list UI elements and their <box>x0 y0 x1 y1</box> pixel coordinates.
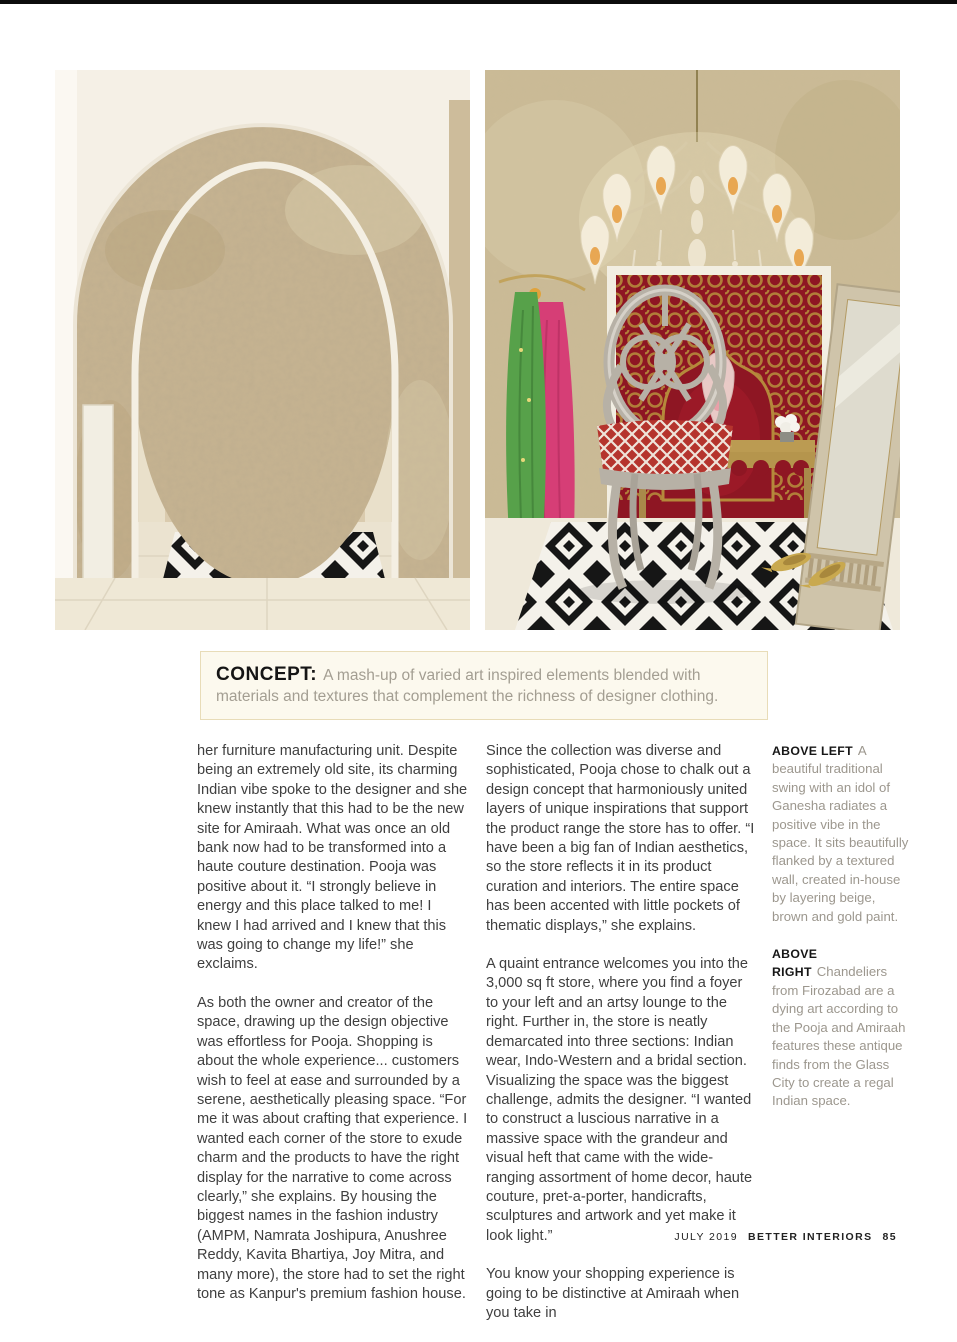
paragraph: her furniture manufacturing unit. Despite being an extremely old site, its charming Indian vibe spoke to the designer and she knew instantly that this had to be the new site for Amiraah. What was once an old bank now had to be transformed into a haute couture destination. Pooja was positive about it. “I strongly believe in energy and this place talked to me! I knew I had arrived and I knew that this was going to change my life!” she exclaims. <box>197 743 468 973</box>
paragraph: Since the collection was diverse and sophisticated, Pooja chose to chalk out a design concept that harmoniously united layers of unique inspirations that support the product range the store has to offer. “I have been a big fan of Indian aesthetics, so the store reflects it in its product curation and interiors. The entire space has been accented with little pockets of thematic displays,” she explains. <box>486 743 755 934</box>
page-footer <box>674 1231 897 1243</box>
caption-text: Chandeliers from Firozabad are a dying art according to the Pooja and Amiraah features these antique finds from the Glass City to create a regal Indian space. <box>772 964 906 1109</box>
caption-text: A beautiful traditional swing with an idol of Ganesha radiates a positive vibe in the space. It sits beautifully flanked by a textured wall, created in-house by layering beige, brown and gold paint. <box>772 743 909 924</box>
footer-page-number: 85 <box>882 1231 897 1243</box>
entrance-foyer-photo <box>55 70 470 630</box>
caption-above-right <box>772 945 909 1111</box>
paragraph: You know your shopping experience is going to be distinctive at Amiraah when you take in <box>486 1266 740 1321</box>
paragraph: A quaint entrance welcomes you into the 3,000 sq ft store, where you find a foyer to your left and an artsy lounge to the right. Further in, the store is neatly demarcated into three sections: Indian wear, Indo-Western and a bridal section. Visualizing the space was the biggest challenge, admits the designer. “I wanted to construct a luscious narrative in a massive space with the grandeur and visual heft that came with the wide-ranging assortment of home decor, haute couture, pret-a-porter, handicrafts, sculptures and artwork and yet make it look light.” <box>486 956 753 1244</box>
page-edge-bar <box>0 0 957 4</box>
artsy-lounge-photo <box>485 70 900 630</box>
caption-column <box>772 742 909 1130</box>
paragraph: As both the owner and creator of the space, drawing up the design objective was effortless for Pooja. Shopping is about the whole experience... customers wish to feel at ease and surrounded by a serene, aesthetically pleasing space. “For me it was about crafting that experience. I wanted each corner of the store to exude charm and the products to have the right display for the narrative to come across clearly,” she explains. By housing the biggest names in the fashion industry (AMPM, Namrata Joshipura, Anushree Reddy, Kavita Bhartiya, Joy Mitra, and many more), the store had to set the right tone as Kanpur's premium fashion house. <box>197 994 468 1302</box>
caption-label: ABOVE RIGHT <box>772 947 818 980</box>
concept-label: CONCEPT: <box>216 664 318 685</box>
caption-above-left <box>772 742 909 926</box>
caption-label: ABOVE LEFT <box>772 744 853 758</box>
footer-issue: JULY 2019 <box>674 1231 739 1243</box>
foyer-illustration <box>55 70 470 630</box>
lounge-illustration <box>485 70 900 630</box>
footer-magazine-name: BETTER INTERIORS <box>748 1231 873 1243</box>
concept-text: A mash-up of varied art inspired elements blended with materials and textures that complement the richness of designer clothing. <box>216 667 719 705</box>
concept-callout-box <box>200 651 768 720</box>
foreground-floor <box>55 578 470 630</box>
article-column-2 <box>486 742 758 1342</box>
article-column-1 <box>197 742 468 1323</box>
